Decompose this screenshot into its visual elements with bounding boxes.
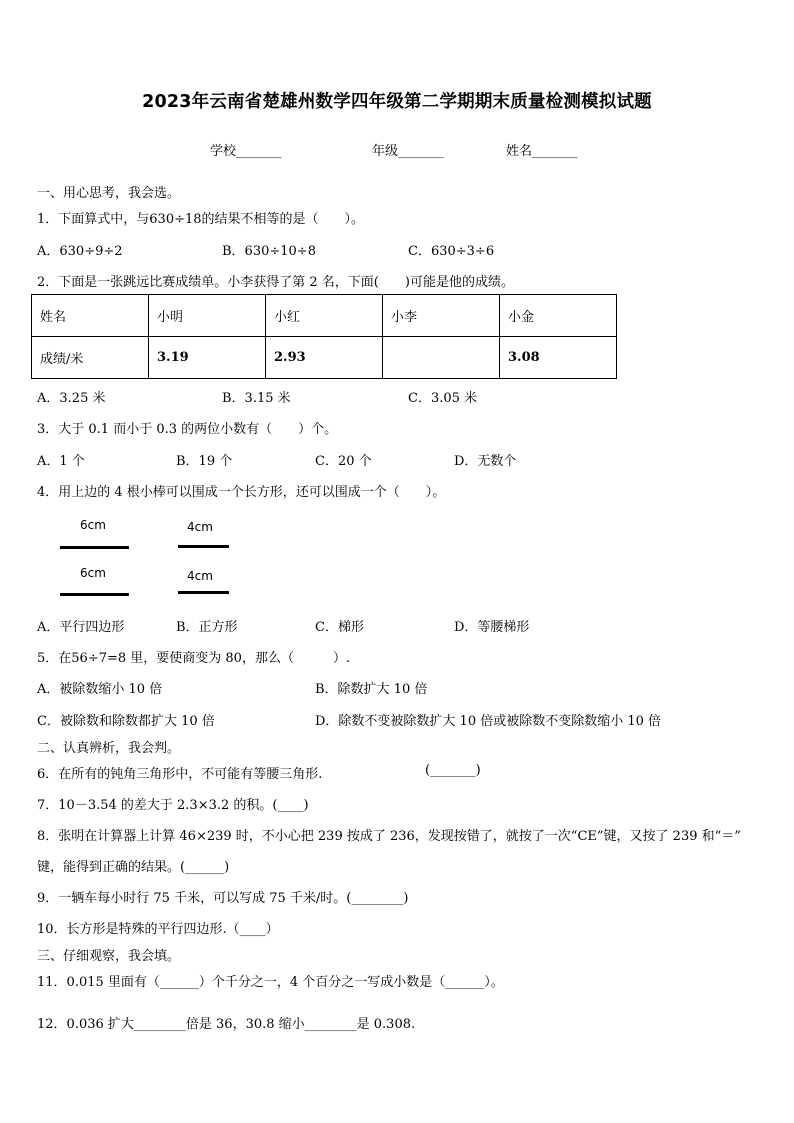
question-5-option-b: B．除数扩大 10 倍: [315, 682, 428, 697]
question-2-option-a: A．3.25 米: [37, 391, 106, 406]
stick: [60, 546, 129, 549]
table-cell: 2.93: [266, 337, 383, 379]
table-cell: [383, 337, 500, 379]
question-3-option-d: D．无数个: [454, 454, 517, 469]
table-row: [32, 337, 617, 379]
table-cell: 小李: [383, 295, 500, 337]
table-cell: 3.08: [500, 337, 617, 379]
table-cell: 小金: [500, 295, 617, 337]
section-1-heading: 一、用心思考，我会选。: [37, 186, 181, 201]
stick: [178, 591, 229, 594]
section-2-heading: 二、认真辨析，我会判。: [37, 741, 181, 756]
question-3-option-a: A．1 个: [37, 454, 85, 469]
question-6-stem: 6．在所有的钝角三角形中，不可能有等腰三角形.: [37, 767, 323, 782]
table-cell: 小明: [149, 295, 266, 337]
table-header-row: [32, 295, 617, 337]
school-field: 学校_______: [210, 144, 282, 159]
question-1-option-c: C．630÷3÷6: [408, 244, 495, 259]
question-4-stem: 4．用上边的 4 根小棒可以围成一个长方形，还可以围成一个（ ）。: [37, 485, 446, 500]
stick-label: 6cm: [80, 566, 106, 580]
question-5-option-d: D．除数不变被除数扩大 10 倍或被除数不变除数缩小 10 倍: [315, 714, 662, 729]
question-4-option-b: B．正方形: [176, 620, 238, 635]
question-7-stem: 7．10－3.54 的差大于 2.3×3.2 的积。(____): [37, 798, 309, 813]
question-1-option-a: A．630÷9÷2: [37, 244, 123, 259]
question-3-stem: 3．大于 0.1 而小于 0.3 的两位小数有（ ）个。: [37, 422, 338, 437]
question-8-line-1: 8．张明在计算器上计算 46×239 时，不小心把 239 按成了 236，发现按错了，就按了一次“CE”键，又按了 239 和“＝”: [37, 829, 741, 844]
table-cell: 小红: [266, 295, 383, 337]
question-4-option-a: A．平行四边形: [37, 620, 125, 635]
question-5-option-a: A．被除数缩小 10 倍: [37, 682, 163, 697]
question-12-stem: 12．0.036 扩大________倍是 36，30.8 缩小________是 0.308.: [37, 1017, 416, 1032]
question-6-blank: (_______): [425, 763, 481, 778]
question-1-option-b: B．630÷10÷8: [222, 244, 316, 259]
question-2-stem: 2．下面是一张跳远比赛成绩单。小李获得了第 2 名，下面( )可能是他的成绩。: [37, 275, 514, 290]
question-11-stem: 11．0.015 里面有（______）个千分之一，4 个百分之一写成小数是（______）。: [37, 975, 504, 990]
question-5-stem: 5．在56÷7=8 里，要使商变为 80，那么（ ）.: [37, 651, 351, 666]
question-9-stem: 9．一辆车每小时行 75 千米，可以写成 75 千米/时。(________): [37, 891, 409, 906]
question-8-line-2: 键，能得到正确的结果。(______): [37, 860, 230, 875]
stick-label: 4cm: [187, 569, 213, 583]
question-5-option-c: C．被除数和除数都扩大 10 倍: [37, 714, 215, 729]
question-2-option-b: B．3.15 米: [222, 391, 291, 406]
table-cell: 3.19: [149, 337, 266, 379]
question-1-stem: 1．下面算式中，与630÷18的结果不相等的是（ ）。: [37, 212, 365, 227]
stick-label: 6cm: [80, 518, 106, 532]
question-4-option-c: C．梯形: [315, 620, 364, 635]
section-3-heading: 三、仔细观察，我会填。: [37, 949, 181, 964]
table-cell: 姓名: [32, 295, 149, 337]
stick: [178, 545, 229, 548]
question-2-option-c: C．3.05 米: [408, 391, 478, 406]
score-table: [31, 294, 617, 379]
stick-label: 4cm: [187, 520, 213, 534]
page-title: 2023年云南省楚雄州数学四年级第二学期期末质量检测模拟试题: [142, 92, 652, 112]
stick: [60, 593, 129, 596]
grade-field: 年级_______: [372, 144, 444, 159]
question-10-stem: 10．长方形是特殊的平行四边形.（____）: [37, 922, 279, 937]
question-3-option-c: C．20 个: [315, 454, 372, 469]
name-field: 姓名_______: [506, 144, 578, 159]
question-3-option-b: B．19 个: [176, 454, 233, 469]
question-4-option-d: D．等腰梯形: [454, 620, 530, 635]
table-cell: 成绩/米: [32, 337, 149, 379]
